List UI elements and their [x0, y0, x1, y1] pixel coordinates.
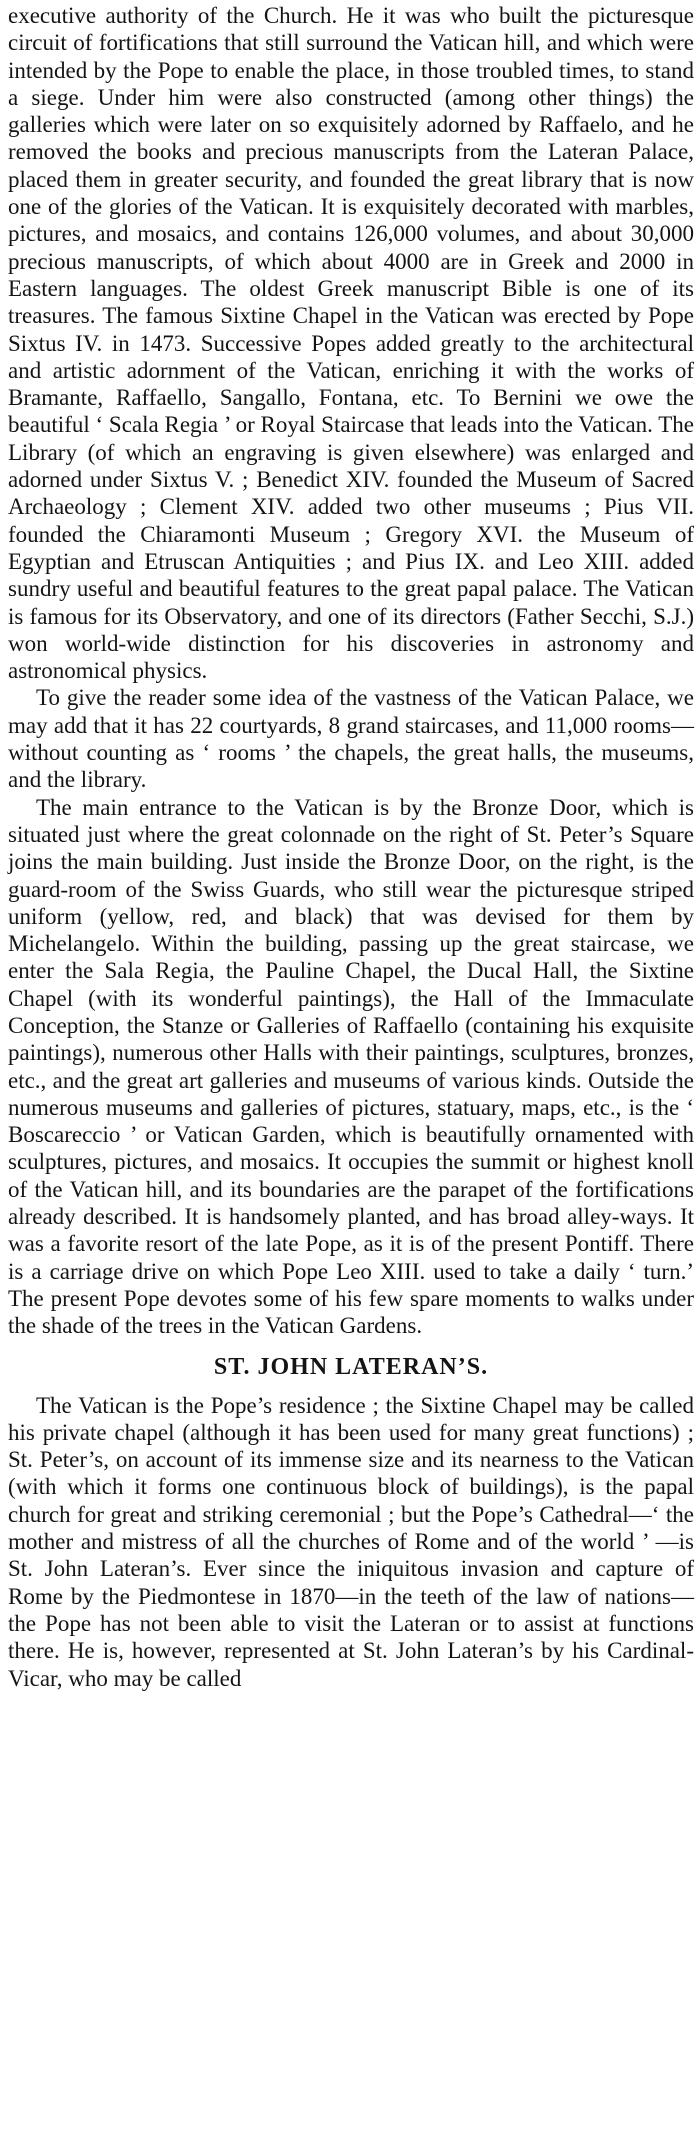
- paragraph-vatican-vastness: To give the reader some idea of the vastness of the Vatican Palace, we may add that it has 22 courtyards, 8 grand staircases, and 11,000 rooms—without counting as ‘ rooms ’ the chapels, the great halls, the museums, and the library.: [8, 685, 694, 793]
- section-heading: ST. JOHN LATERAN’S.: [213, 1353, 489, 1380]
- paragraph-library-history: executive authority of the Church. He it was who built the picturesque circuit of fortifications that still surround the Vatican hill, and which were intended by the Pope to enable the place, in those troubled times, to stand a siege. Under him were also constructed (among other things) the galleries which were later on so exquisitely adorned by Raffaelo, and he removed the books and precious manuscripts from the Lateran Palace, placed them in greater security, and founded the great library that is now one of the glories of the Vatican. It is exquisitely decorated with marbles, pictures, and mosaics, and contains 126,000 volumes, and about 30,000 precious manuscripts, of which about 4000 are in Greek and 2000 in Eastern languages. The oldest Greek manuscript Bible is one of its treasures. The famous Sixtine Chapel in the Vatican was erected by Pope Sixtus IV. in 1473. Successive Popes added greatly to the architectural and artistic adornment of the Vatican, enriching it with the works of Bramante, Raffaello, Sangallo, Fontana, etc. To Bernini we owe the beautiful ‘ Scala Regia ’ or Royal Staircase that leads into the Vatican. The Library (of which an engraving is given elsewhere) was enlarged and adorned under Sixtus V. ; Benedict XIV. founded the Museum of Sacred Archaeology ; Clement XIV. added two other museums ; Pius VII. founded the Chiaramonti Museum ; Gregory XVI. the Museum of Egyptian and Etruscan Antiquities ; and Pius IX. and Leo XIII. added sundry useful and beautiful features to the great papal palace. The Vatican is famous for its Observatory, and one of its directors (Father Secchi, S.J.) won world-wide distinction for his discoveries in astronomy and astronomical physics.: [8, 3, 694, 684]
- paragraph-bronze-door: The main entrance to the Vatican is by the Bronze Door, which is situated just where the great colonnade on the right of St. Peter’s Square joins the main building. Just inside the Bronze Door, on the right, is the guard-room of the Swiss Guards, who still wear the picturesque striped uniform (yellow, red, and black) that was devised for them by Michelangelo. Within the building, passing up the great staircase, we enter the Sala Regia, the Pauline Chapel, the Ducal Hall, the Sixtine Chapel (with its wonderful paintings), the Hall of the Immaculate Conception, the Stanze or Galleries of Raffaello (containing his exquisite paintings), numerous other Halls with their paintings, sculptures, bronzes, etc., and the great art galleries and museums of various kinds. Outside the numerous museums and galleries of pictures, statuary, maps, etc., is the ‘ Boscareccio ’ or Vatican Garden, which is beautifully ornamented with sculptures, pictures, and mosaics. It occupies the summit or highest knoll of the Vatican hill, and its boundaries are the parapet of the fortifications already described. It is handsomely planted, and has broad alley-ways. It was a favorite resort of the late Pope, as it is of the present Pontiff. There is a carriage drive on which Pope Leo XIII. used to take a daily ‘ turn.’ The present Pope devotes some of his few spare moments to walks under the shade of the trees in the Vatican Gardens.: [8, 794, 694, 1339]
- paragraph-lateran: The Vatican is the Pope’s residence ; the Sixtine Chapel may be called his private chapel (although it has been used for many great functions) ; St. Peter’s, on account of its immense size and its nearness to the Vatican (with which it forms one continuous block of buildings), is the papal church for great and striking ceremonial ; but the Pope’s Cathedral—‘ the mother and mistress of all the churches of Rome and of the world ’ —is St. John Lateran’s. Ever since the iniquitous invasion and capture of Rome by the Piedmontese in 1870—in the teeth of the law of nations—the Pope has not been able to visit the Lateran or to assist at functions there. He is, however, represented at St. John Lateran’s by his Cardinal-Vicar, who may be called: [8, 1392, 694, 1691]
